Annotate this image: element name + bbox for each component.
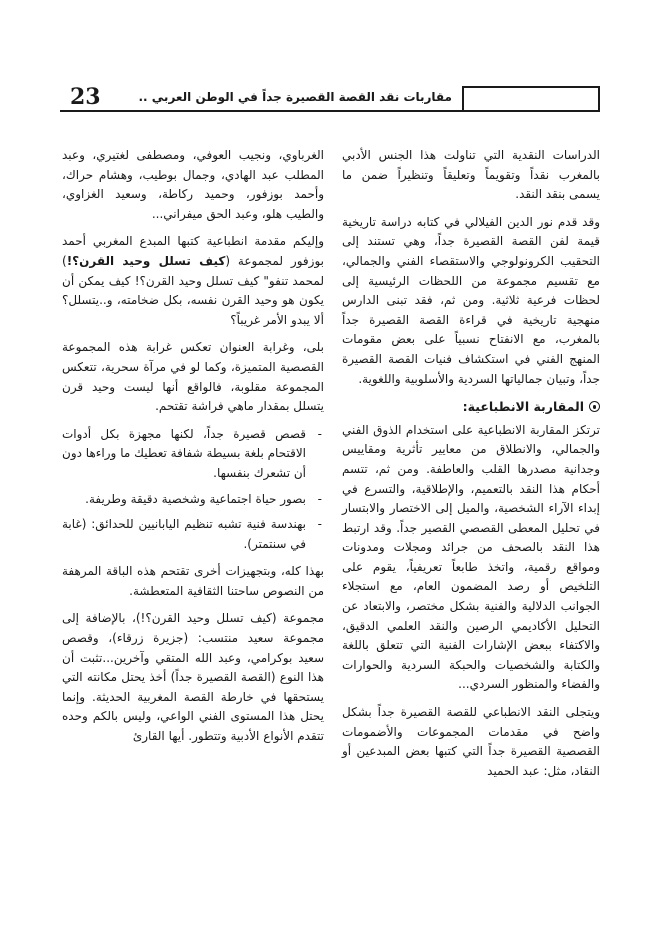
paragraph: ويتجلى النقد الانطباعي للقصة القصيرة جداً بشكل واضح في مقدمات المجموعات والأضمومات القصصية القصيرة جداً التي كتبها بعض المبدعين أو النقاد، مثل: عبد الحميد [342, 705, 600, 778]
paragraph-tail: ) لمحمد تنفو" كيف تسلل وحيد القرن؟! كيف يمكن أن يكون هو وحيد القرن نفسه، بكل ضخامته، و..يتسلل؟ ألا يبدو الأمر غريباً؟ [62, 253, 324, 327]
list-item: - بهندسة فنية تشبه تنظيم اليابانيين للحدائق: (غابة في سنتمتر). [62, 515, 306, 554]
paragraph: بهذا كله، وبتجهيزات أخرى تقتحم هذه الباقة المرهفة من النصوص ساحتنا الثقافية المتعطشة. [62, 564, 324, 598]
paragraph: مجموعة (كيف تسلل وحيد القرن؟!)، بالإضافة إلى مجموعة سعيد منتسب: (جزيرة زرقاء)، وقصص سعيد بوكرامي، وعبد الله المتقي وآخرين...تثبت أن هذا النوع (القصة القصيرة جداً) أخذ يحتل مكانته التي يستحقها في خارطة القصة المغربية الحديثة. وإنما يحتل هذا المستوى الفني الواعي، وليس بالكم وحده تتقدم الأنواع الأدبية وتتطور. أيها القارئ [62, 611, 324, 744]
paragraph: بلى، وغرابة العنوان تعكس غرابة هذه المجموعة القصصية المتميزة، وكما لو في مرآة سحرية، تتعكس المجموعة مقلوبة، فالواقع أنها ليست وحيد قرن يتسلل بمقدار ماهي فراشة تقتحم. [62, 340, 324, 414]
list-item: - قصص قصيرة جداً، لكنها مجهزة بكل أدوات الاقتحام بلغة بسيطة شفافة تعطيك ما وراءها دون أن تشعرك بنفسها. [62, 425, 306, 484]
page-header [60, 82, 600, 116]
page-number: 23 [70, 84, 101, 110]
paragraph-lead: وإليكم مقدمة انطباعية كتبها المبدع المغربي أحمد بوزفور لمجموعة ( [62, 234, 324, 268]
section-heading-text: المقاربة الانطباعية: [462, 399, 584, 415]
header-rule [60, 110, 600, 112]
paragraph: الغرباوي، ونجيب العوفي، ومصطفى لغتيري، وعبد المطلب عبد الهادي، وجمال بوطيب، وهشام حراك، وأحمد بوزفور، وحميد ركاطة، وسعيد الغزاوي، والطيب هلو، وعبد الحق ميفراني... [62, 148, 324, 221]
section-heading [342, 397, 600, 417]
list-item: - بصور حياة اجتماعية وشخصية دقيقة وطريفة. [62, 490, 306, 510]
running-title: مقاربات نقد القصة القصيرة جداً في الوطن العربي .. [138, 90, 452, 104]
paragraph [62, 232, 324, 330]
right-column [342, 146, 600, 789]
left-column [62, 146, 324, 755]
dash-list [62, 425, 324, 555]
book-title: كيف تسلل وحيد القرن؟! [66, 253, 226, 268]
target-bullet-icon [589, 401, 600, 412]
paragraph: الدراسات النقدية التي تناولت هذا الجنس الأدبي بالمغرب نقداً وتقويماً وتعليقاً وتنظيراً ضمن ما يسمى بنقد النقد. [342, 148, 600, 202]
paragraph: وقد قدم نور الدين الفيلالي في كتابه دراسة تاريخية قيمة لفن القصة القصيرة جداً، وهي تستند إلى التحقيب الكرونولوجي والاستقصاء الفني والجمالي، مع تقسيم مجموعة من اللحظات الرئيسية إلى لحظات فرعية ثلاثية. ومن ثم، فقد تبنى الدارس منهجية تاريخية في قراءة القصة القصيرة جداً بالمغرب، مع الانفتاح نسبياً على بعض مقومات المنهج الفني في استكشاف فنيات القصة القصيرة جداً، وتبيان جمالياتها السردية والأسلوبية واللغوية. [342, 214, 600, 386]
paragraph: ترتكز المقاربة الانطباعية على استخدام الذوق الفني والجمالي، والانطلاق من معايير تأثرية ومقاييس وجدانية مصدرها القلب والعاطفة. ومن ثم، تتسم أحكام هذا النقد بالتعميم، والإطلاقية، والتسرع في إبداء الآراء الشخصية، والميل إلى الاختصار والابتسار في تحليل المعطى القصصي القصير جداً. وقد ارتبط هذا النقد بالصحف من جرائد ومجلات ومدونات ومواقع رقمية، واتخذ طابعاً تعريفياً، يقوم على التلخيص أو رصد المضمون العام، مع استجلاء الجوانب الدلالية والفنية بشكل مختصر، والابتعاد عن التحليل الأكاديمي الرصين والنقد العلمي الدقيق، والاكتفاء ببعض الإشارات الفنية التي تتعلق باللغة والكتابة والشخصيات والحبكة السردية والحوارات والفضاء والمنظور السردي... [342, 422, 600, 692]
header-frame [462, 86, 600, 110]
